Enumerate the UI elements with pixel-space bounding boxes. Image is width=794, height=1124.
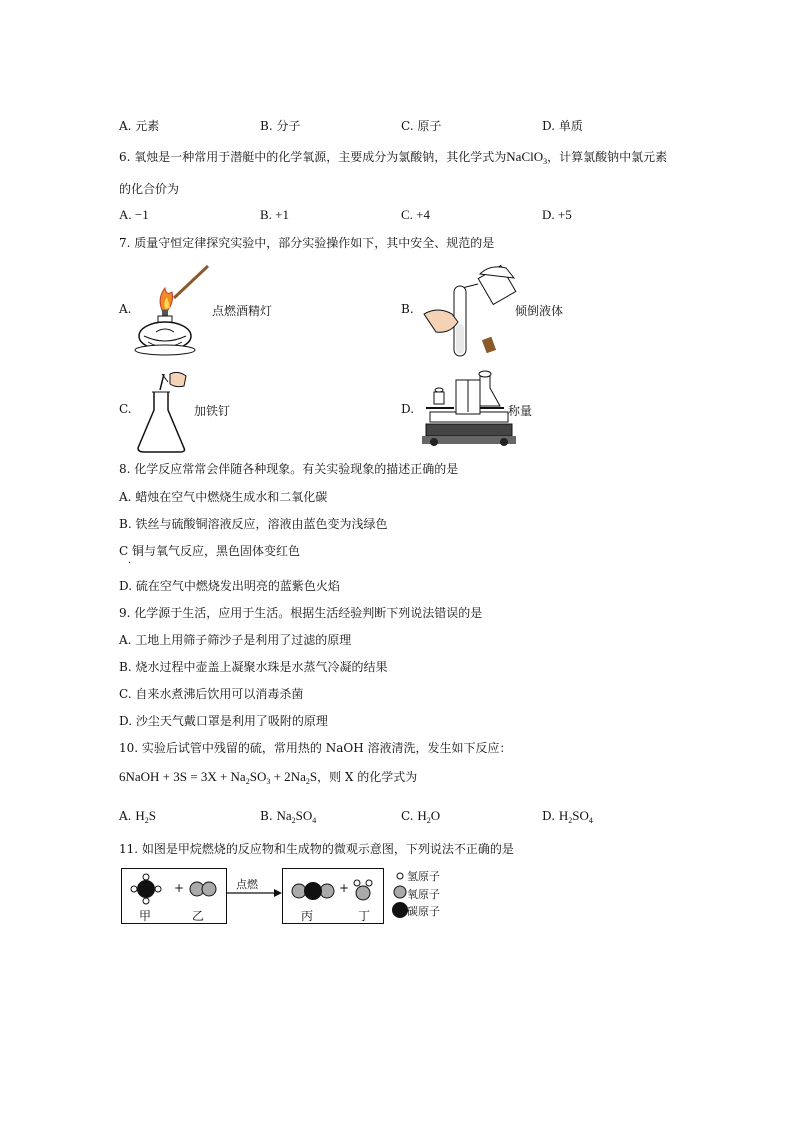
q10-stem: 10. 实验后试管中残留的硫，常用热的 NaOH 溶液清洗，发生如下反应： <box>119 741 512 755</box>
label-jia: 甲 <box>139 909 152 923</box>
q6-stem-before: 6. 氧烛是一种常用于潜艇中的化学氧源，主要成分为氯酸钠，其化学式为 <box>119 150 507 164</box>
q6-stem-after: ，计算氯酸钠中氯元素 <box>547 150 668 164</box>
q6-formula-sub: 3 <box>543 157 548 166</box>
q10-option-d-formula: $H_2SO_4$ <box>558 808 593 825</box>
q9-option-b[interactable]: B. 烧水过程中壶盖上凝聚水珠是水蒸气冷凝的结果 <box>119 660 388 674</box>
eq-part-1: 6NaOH + 3S = 3X + Na <box>119 769 246 784</box>
q10-option-b[interactable] <box>260 808 316 825</box>
q6-stem-line2: 的化合价为 <box>119 182 180 196</box>
q7-option-b-letter[interactable]: B. <box>401 302 414 316</box>
balance-weighing-figure <box>420 362 520 452</box>
q8-option-b[interactable]: B. 铁丝与硫酸铜溶液反应，溶液由蓝色变为浅绿色 <box>119 517 388 531</box>
q5-option-b[interactable]: B. 分子 <box>260 119 301 133</box>
methane-and-oxygen-molecules <box>122 869 226 923</box>
q7-stem: 7. 质量守恒定律探究实验中，部分实验操作如下，其中安全、规范的是 <box>119 236 495 250</box>
eq-part-4: S <box>309 769 318 784</box>
q6-formula-main: NaClO <box>506 149 544 164</box>
product-plus: + <box>339 881 350 895</box>
q8-option-d[interactable]: D. 硫在空气中燃烧发出明亮的蓝紫色火焰 <box>119 579 340 593</box>
q8-option-c-dot: · <box>128 558 132 569</box>
reaction-arrow-icon <box>226 888 282 898</box>
q5-option-c[interactable]: C. 原子 <box>401 119 442 133</box>
legend-carbon: 碳原子 <box>407 905 440 918</box>
pouring-liquid-figure <box>418 262 528 362</box>
reactant-plus: + <box>174 881 185 895</box>
hydrogen-atom-icon <box>397 873 403 879</box>
q10-option-a-formula: $H_2S$ <box>135 808 156 825</box>
q6-option-a[interactable]: A. −1 <box>119 207 149 222</box>
q5-option-d[interactable]: D. 单质 <box>542 119 583 133</box>
q6-option-b[interactable]: B. +1 <box>260 207 290 222</box>
carbon-atom-icon <box>392 902 408 918</box>
oxygen-atom-icon <box>394 886 406 898</box>
products-box <box>282 868 384 924</box>
eq-sub-2: 3 <box>266 777 271 786</box>
q8-stem: 8. 化学反应常常会伴随各种现象。有关实验现象的描述正确的是 <box>119 462 459 476</box>
q7-option-c-caption: 加铁钉 <box>194 404 231 418</box>
q11-stem: 11. 如图是甲烷燃烧的反应物和生成物的微观示意图，下列说法不正确的是 <box>119 842 514 856</box>
q10-option-d[interactable] <box>542 808 593 825</box>
q7-option-a-caption: 点燃酒精灯 <box>212 304 273 318</box>
q8-option-c[interactable]: C 铜与氧气反应，黑色固体变红色 <box>119 544 300 558</box>
q10-equation <box>119 769 317 784</box>
label-bing: 丙 <box>301 909 314 923</box>
q7-option-b-caption: 倾倒液体 <box>515 304 564 318</box>
q10-option-c-formula: $H_2O$ <box>417 808 441 825</box>
legend-hydrogen: 氢原子 <box>407 870 440 883</box>
q10-question: ，则 X 的化学式为 <box>317 770 418 784</box>
q10-option-c[interactable] <box>401 808 440 825</box>
reactants-box <box>121 868 227 924</box>
q7-option-d-caption: 称量 <box>508 404 533 418</box>
q7-option-a-letter[interactable]: A. <box>119 302 132 316</box>
q6-formula <box>506 149 547 164</box>
q6-option-d[interactable]: D. +5 <box>542 207 572 222</box>
q9-option-d[interactable]: D. 沙尘天气戴口罩是利用了吸附的原理 <box>119 714 328 728</box>
q10-equation-line <box>119 768 417 786</box>
q10-option-b-formula: $Na_2SO_4$ <box>276 808 317 825</box>
q9-stem: 9. 化学源于生活，应用于生活。根据生活经验判断下列说法错误的是 <box>119 606 483 620</box>
q7-option-d-letter[interactable]: D. <box>401 402 415 416</box>
q9-option-a[interactable]: A. 工地上用筛子筛沙子是利用了过滤的原理 <box>119 633 352 647</box>
q5-option-a[interactable]: A. 元素 <box>119 119 160 133</box>
q10-option-c-letter: C. <box>401 809 414 823</box>
adding-iron-nail-figure <box>134 366 194 456</box>
q10-option-b-letter: B. <box>260 809 273 823</box>
eq-sub-3: 2 <box>305 777 310 786</box>
q10-option-a[interactable] <box>119 808 156 825</box>
label-yi: 乙 <box>192 909 205 923</box>
eq-sub-1: 2 <box>245 777 250 786</box>
q6-stem <box>119 148 667 166</box>
q10-option-d-letter: D. <box>542 809 556 823</box>
q7-option-c-letter[interactable]: C. <box>119 402 132 416</box>
legend-oxygen: 氧原子 <box>407 888 440 901</box>
q10-option-a-letter: A. <box>119 809 132 823</box>
alcohol-lamp-lighting-figure <box>132 262 212 358</box>
q9-option-c[interactable]: C. 自来水煮沸后饮用可以消毒杀菌 <box>119 687 304 701</box>
eq-part-2: SO <box>249 769 267 784</box>
eq-part-3: + 2Na <box>270 769 306 784</box>
q8-option-a[interactable]: A. 蜡烛在空气中燃烧生成水和二氧化碳 <box>119 490 328 504</box>
label-ding: 丁 <box>358 909 371 923</box>
reaction-condition: 点燃 <box>236 878 258 891</box>
q6-option-c[interactable]: C. +4 <box>401 207 431 222</box>
